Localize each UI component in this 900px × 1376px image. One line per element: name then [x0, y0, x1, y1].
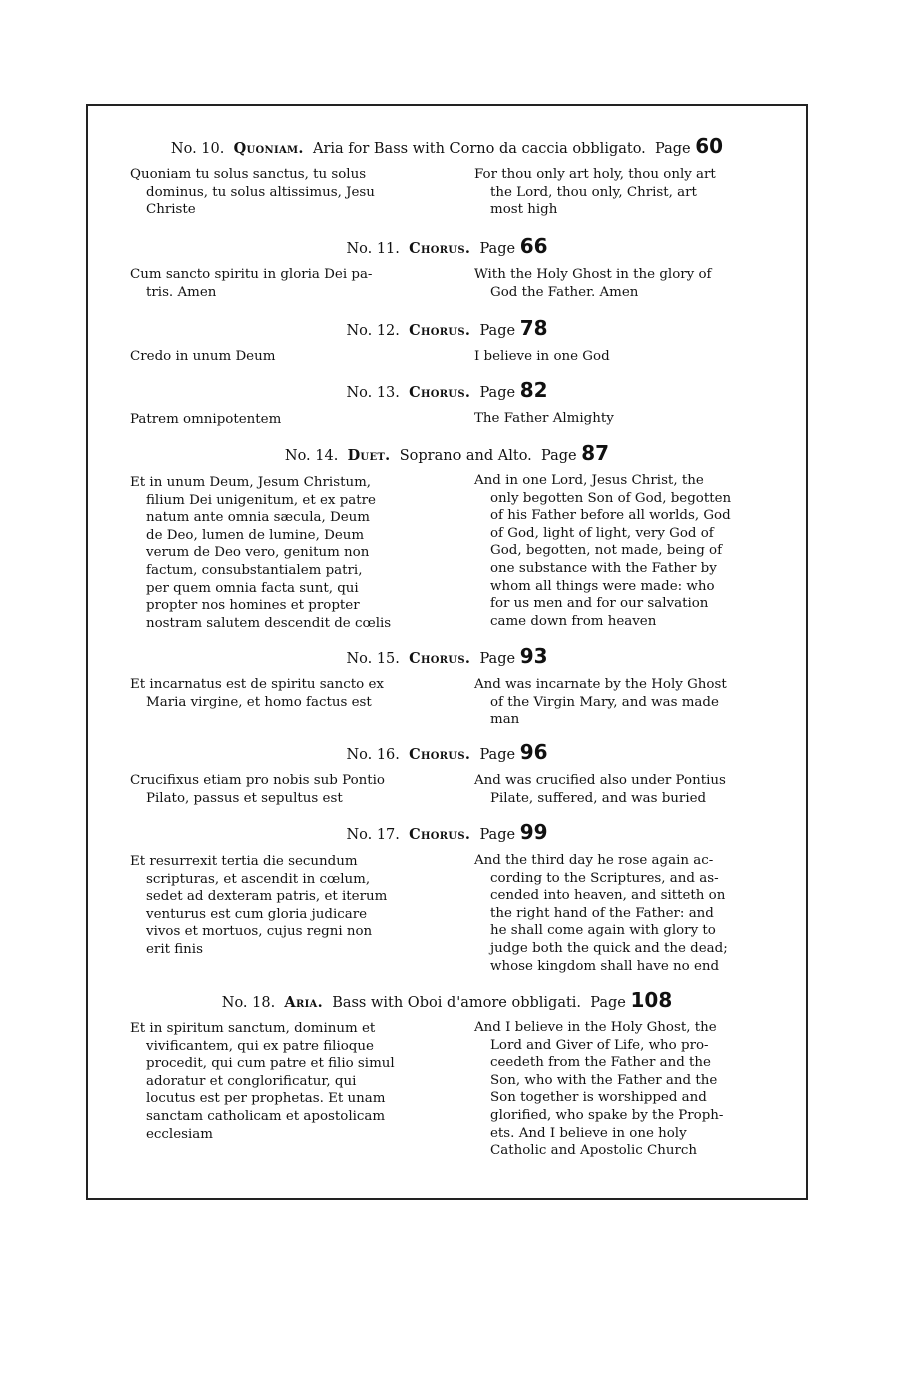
- heading-kind: Duet.: [347, 447, 391, 464]
- text-line: And the third day he rose again ac-: [474, 853, 714, 868]
- text-line: propter nos homines et propter: [146, 598, 360, 614]
- text-line: Son together is worshipped and: [490, 1090, 707, 1106]
- text-line: per quem omnia facta sunt, qui: [146, 580, 359, 596]
- text-line: came down from heaven: [490, 613, 657, 629]
- section-heading-14: [88, 441, 806, 465]
- text-line: Lord and Giver of Life, who pro-: [490, 1037, 709, 1053]
- heading-number: No. 14.: [284, 448, 339, 464]
- heading-kind: Chorus.: [409, 650, 471, 667]
- latin-text-18: [130, 1020, 432, 1143]
- text-line: And in one Lord, Jesus Christ, the: [474, 473, 704, 488]
- heading-number: No. 15.: [346, 651, 400, 667]
- text-line: Catholic and Apostolic Church: [490, 1143, 698, 1159]
- section-heading-11: [88, 234, 806, 258]
- text-line: Son, who with the Father and the: [490, 1072, 718, 1088]
- text-line: for us men and for our salvation: [490, 596, 709, 612]
- english-text-17: [474, 852, 774, 975]
- text-line: sanctam catholicam et apostolicam: [146, 1108, 386, 1124]
- text-line: ets. And I believe in one holy: [490, 1125, 687, 1141]
- heading-page-number: 78: [519, 316, 548, 340]
- heading-desc: Bass with Oboi d'amore obbligati.: [332, 995, 582, 1011]
- text-line: tris. Amen: [146, 284, 217, 300]
- heading-page-number: 60: [695, 134, 724, 158]
- heading-page-number: 82: [519, 378, 548, 402]
- heading-kind: Chorus.: [409, 240, 471, 257]
- text-line: erit finis: [146, 941, 203, 957]
- text-line: ceedeth from the Father and the: [490, 1055, 711, 1071]
- heading-kind: Chorus.: [409, 826, 471, 843]
- text-line: Pilato, passus et sepultus est: [146, 790, 343, 806]
- text-line: And was crucified also under Pontius: [474, 773, 726, 788]
- english-text-10: [474, 166, 774, 219]
- heading-page-number: 99: [519, 820, 548, 844]
- text-line: Quoniam tu solus sanctus, tu solus: [130, 167, 367, 182]
- text-line: cording to the Scriptures, and as-: [490, 870, 719, 886]
- latin-text-16: [130, 772, 432, 807]
- english-text-11: [474, 266, 774, 301]
- text-line: adoratur et conglorificatur, qui: [146, 1073, 357, 1089]
- heading-number: No. 12.: [346, 323, 400, 339]
- text-line: Pilate, suffered, and was buried: [490, 790, 707, 806]
- text-line: of the Virgin Mary, and was made: [490, 694, 719, 710]
- heading-page-label: Page: [479, 385, 516, 401]
- text-line: natum ante omnia sæcula, Deum: [146, 510, 370, 526]
- text-line: vivos et mortuos, cujus regni non: [146, 924, 373, 940]
- heading-page-number: 87: [581, 441, 610, 465]
- text-line: whom all things were made: who: [490, 578, 715, 594]
- heading-kind: Chorus.: [409, 322, 471, 339]
- heading-desc: Aria for Bass with Corno da caccia obbligato.: [312, 141, 646, 157]
- text-line: only begotten Son of God, begotten: [490, 490, 732, 506]
- text-line: Credo in unum Deum: [130, 349, 276, 364]
- text-line: sedet ad dexteram patris, et iterum: [146, 889, 388, 905]
- heading-kind: Chorus.: [409, 384, 471, 401]
- section-heading-10: [88, 134, 806, 158]
- text-line: God the Father. Amen: [490, 284, 639, 300]
- text-line: one substance with the Father by: [490, 560, 717, 576]
- text-line: he shall come again with glory to: [490, 923, 716, 939]
- text-line: ecclesiam: [146, 1126, 213, 1142]
- english-text-13: [474, 410, 774, 428]
- latin-text-14: [130, 474, 432, 632]
- section-heading-17: [88, 820, 806, 844]
- latin-text-10: [130, 166, 432, 219]
- heading-page-label: Page: [479, 241, 516, 257]
- text-line: of his Father before all worlds, God: [490, 508, 731, 524]
- latin-text-15: [130, 676, 432, 711]
- heading-number: No. 17.: [346, 827, 400, 843]
- section-heading-16: [88, 740, 806, 764]
- text-line: The Father Almighty: [474, 411, 614, 426]
- text-line: Patrem omnipotentem: [130, 412, 282, 427]
- text-line: nostram salutem descendit de cœlis: [146, 615, 392, 631]
- heading-page-label: Page: [479, 827, 516, 843]
- page-frame: [86, 104, 808, 1200]
- text-line: Cum sancto spiritu in gloria Dei pa-: [130, 267, 373, 282]
- heading-page-number: 66: [519, 234, 548, 258]
- text-line: For thou only art holy, thou only art: [474, 167, 716, 182]
- text-line: dominus, tu solus altissimus, Jesu: [146, 184, 375, 200]
- text-line: Christe: [146, 202, 196, 218]
- heading-kind: Chorus.: [409, 746, 471, 763]
- text-line: verum de Deo vero, genitum non: [146, 545, 370, 561]
- latin-text-17: [130, 853, 432, 959]
- text-line: procedit, qui cum patre et filio simul: [146, 1056, 395, 1072]
- latin-text-12: [130, 348, 432, 366]
- text-line: With the Holy Ghost in the glory of: [474, 267, 712, 282]
- heading-number: No. 11.: [346, 241, 400, 257]
- text-line: Crucifixus etiam pro nobis sub Pontio: [130, 773, 385, 788]
- text-line: God, begotten, not made, being of: [490, 543, 723, 559]
- text-line: most high: [490, 202, 558, 218]
- english-text-18: [474, 1019, 774, 1160]
- text-line: factum, consubstantialem patri,: [146, 562, 363, 578]
- heading-number: No. 16.: [346, 747, 400, 763]
- text-line: Et in spiritum sanctum, dominum et: [130, 1021, 376, 1036]
- heading-kind: Aria.: [284, 994, 323, 1011]
- heading-page-label: Page: [655, 141, 691, 157]
- heading-page-label: Page: [590, 995, 626, 1011]
- latin-text-11: [130, 266, 432, 301]
- text-line: whose kingdom shall have no end: [490, 958, 720, 974]
- text-line: the Lord, thou only, Christ, art: [490, 184, 697, 200]
- english-text-12: [474, 348, 774, 366]
- text-line: scripturas, et ascendit in cœlum,: [146, 871, 371, 887]
- text-line: And I believe in the Holy Ghost, the: [474, 1020, 717, 1035]
- text-line: of God, light of light, very God of: [490, 525, 714, 541]
- english-text-14: [474, 472, 774, 630]
- text-line: cended into heaven, and sitteth on: [490, 888, 726, 904]
- heading-number: No. 13.: [346, 385, 400, 401]
- text-line: glorified, who spake by the Proph-: [490, 1107, 724, 1123]
- heading-page-number: 96: [519, 740, 548, 764]
- heading-page-label: Page: [479, 323, 516, 339]
- text-line: Et resurrexit tertia die secundum: [130, 854, 358, 869]
- latin-text-13: [130, 411, 432, 429]
- section-heading-18: [88, 988, 806, 1012]
- section-heading-15: [88, 644, 806, 668]
- section-heading-12: [88, 316, 806, 340]
- text-line: I believe in one God: [474, 349, 610, 364]
- text-line: filium Dei unigenitum, et ex patre: [146, 492, 376, 508]
- text-line: man: [490, 712, 520, 728]
- heading-page-label: Page: [541, 448, 577, 464]
- heading-kind: Quoniam.: [233, 140, 304, 157]
- heading-page-number: 93: [519, 644, 548, 668]
- heading-page-label: Page: [479, 651, 516, 667]
- text-line: vivificantem, qui ex patre filioque: [146, 1038, 374, 1054]
- text-line: locutus est per prophetas. Et unam: [146, 1091, 386, 1107]
- english-text-15: [474, 676, 774, 729]
- text-line: Et incarnatus est de spiritu sancto ex: [130, 677, 384, 692]
- text-line: And was incarnate by the Holy Ghost: [474, 677, 727, 692]
- text-line: de Deo, lumen de lumine, Deum: [146, 527, 365, 543]
- text-line: judge both the quick and the dead;: [490, 940, 728, 956]
- section-heading-13: [88, 378, 806, 402]
- heading-page-label: Page: [479, 747, 516, 763]
- heading-page-number: 108: [630, 988, 673, 1012]
- text-line: venturus est cum gloria judicare: [146, 906, 368, 922]
- heading-number: No. 10.: [170, 141, 225, 157]
- heading-desc: Soprano and Alto.: [399, 448, 532, 464]
- english-text-16: [474, 772, 774, 807]
- text-line: Et in unum Deum, Jesum Christum,: [130, 475, 372, 490]
- heading-number: No. 18.: [221, 995, 276, 1011]
- text-line: Maria virgine, et homo factus est: [146, 694, 372, 710]
- text-line: the right hand of the Father: and: [490, 905, 714, 921]
